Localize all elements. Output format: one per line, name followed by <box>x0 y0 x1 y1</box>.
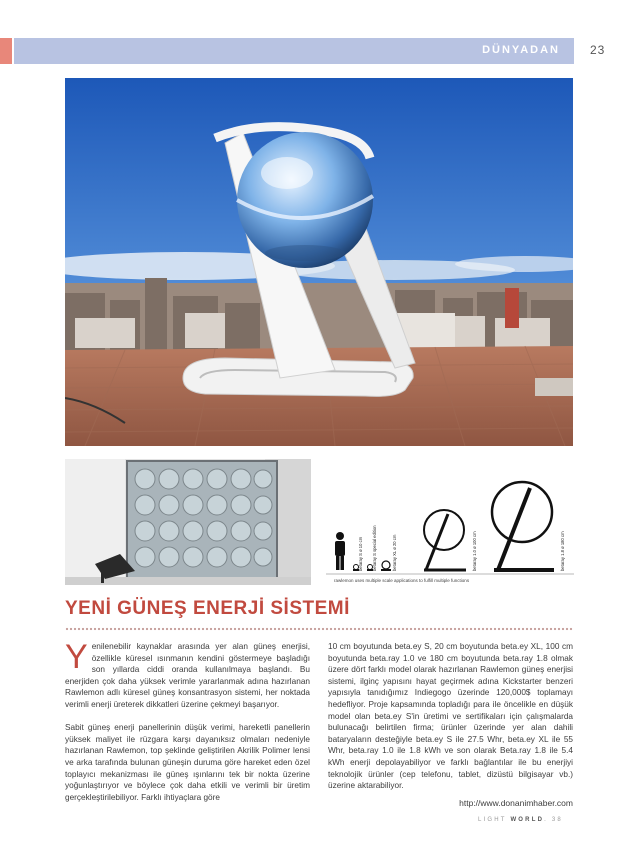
section-label: DÜNYADAN <box>482 44 560 56</box>
header-accent-bar <box>0 38 12 64</box>
page-number: 23 <box>590 43 606 57</box>
article-column-right <box>328 641 573 803</box>
paragraph-3: 10 cm boyutunda beta.ey S, 20 cm boyutunda beta.ey XL, 100 cm boyutunda beta.ray 1.0 ve 180 cm boyutunda beta.ray 1.8 olmak üzere dört farklı model olarak hazırlanan Rawlemon güneş enerjisi sistemi, ilginç yapısını hayat geçirmek adına Kickstarter benzeri yapısıyla tanıdığımız Indiegogo üzerinde 120,000$ toplamayı hedefliyor. Proje kapsamında topladığı para ile öncelikle en düşük model olan beta.ey S'in üretimi ve sertifikaları için çalışmalarda bulunacağı belirtilen firma; ürünler üzerinde yer alan dahili bataryaların desteğiyle beta.ey S ile 27.5 Whr, beta.ey XL ile 55 Whr, beta.ray 1.0 ile 1.8 kWh ve son olarak Beta.ray 1.8 ile 5.4 kWh enerji depolayabiliyor ve farklı bağlantılar ile bu enerjiyi teknolojik ürünler (cep telefonu, tablet, dizüstü bilgisayar vb.) üzerine aktarabiliyor. <box>328 642 573 791</box>
model-label: betaray S ø 10 cm <box>358 536 363 571</box>
person-icon <box>335 532 345 570</box>
header-band <box>14 38 574 64</box>
paragraph-1: Yenilenebilir kaynaklar arasında yer alan güneş enerjisi, özellikle küresel ısınmanın kendini göstermeye başladığı son yıllarda ciddi oranda kullanılmaya başlandı. Bu enerjiden çok daha yüksek verimle yararlanmak adına hazırlanan Rawlemon adlı küresel güneş konsantrasyon sistemi, her noktada verimli enerji üreterek dikkatleri üzerine çekmeyi başarıyor. <box>65 638 310 709</box>
figure-caption: rawlemon uses multiple scale applications to fulfill multiple functions <box>334 578 470 583</box>
betaray-xl-icon <box>381 561 391 571</box>
betaray-18-icon <box>492 482 554 570</box>
footer-suffix: . 38 <box>544 817 563 823</box>
source-link[interactable]: http://www.donanimhaber.com <box>459 798 573 808</box>
drop-cap: Y <box>65 638 88 676</box>
footer-brand-bold: WORLD <box>510 817 545 823</box>
magazine-footer <box>478 817 563 823</box>
model-label: betaray S special edition <box>372 525 377 571</box>
article-column-left <box>65 638 310 815</box>
product-scale-figure <box>326 474 574 586</box>
rawlemon-window-photo <box>65 459 311 585</box>
rawlemon-rooftop-photo <box>65 78 573 446</box>
footer-brand-light: LIGHT <box>478 817 507 823</box>
betaray-10-icon <box>424 510 466 570</box>
model-label: betaray XL ø 20 cm <box>392 534 397 571</box>
model-label: betaray 1.8 ø 180 cm <box>560 531 565 571</box>
model-label: betaray 1.0 ø 100 cm <box>472 531 477 571</box>
paragraph-2: Sabit güneş enerji panellerinin düşük verimi, hareketli panellerin yüksek maliyet ile rüzgara karşı dayanıksız olmaları nedeniyle hazırlanan Rawlemon, top şeklinde geliştirilen Akrilik Polimer lensi ve arka tarafında bulunan güneşin duruma göre hareket eden özel toplayıcı mekanizması ile güneş ışınlarını tek bir nokta üzerine yoğunlaştırıyor ve böylece çok daha etkili ve verimli bir üretim gerçekleştirilebiliyor. Farklı ihtiyaçlara göre <box>65 723 310 802</box>
dotted-divider <box>65 627 573 631</box>
article-title: YENİ GÜNEŞ ENERJİ SİSTEMİ <box>65 598 350 619</box>
